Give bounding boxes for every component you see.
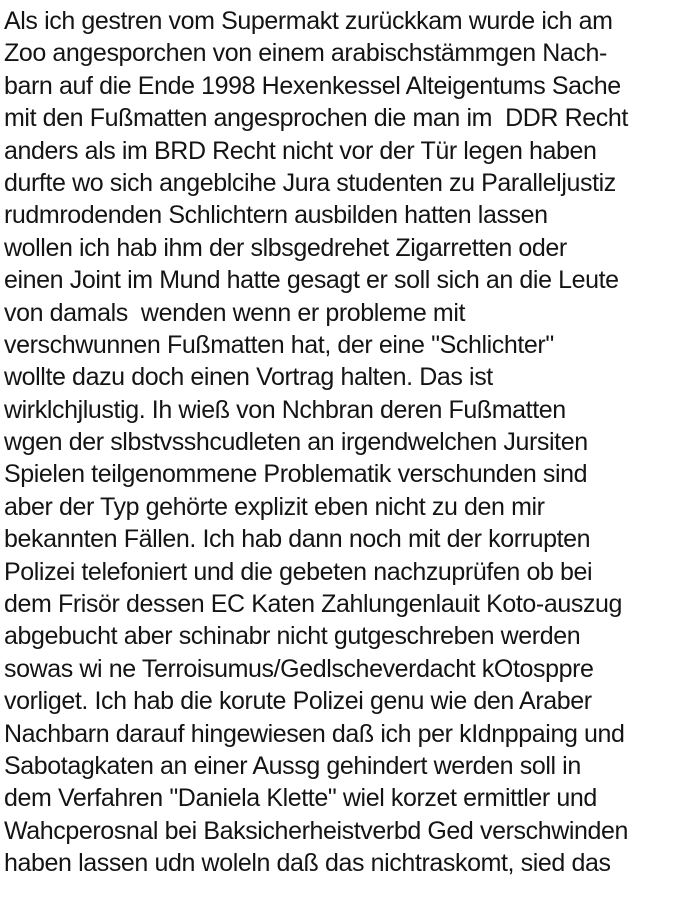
text-line: verschwunnen Fußmatten hat, der eine "Schlichter" xyxy=(4,330,554,359)
text-line: vorliget. Ich hab die korute Polizei genu wie den Araber xyxy=(4,687,592,716)
text-line: durfte wo sich angeblcihe Jura studenten zu Paralleljustiz xyxy=(4,168,616,197)
text-line: wollte dazu doch einen Vortrag halten. Das ist xyxy=(4,363,493,392)
text-line: dem Verfahren "Daniela Klette" wiel korzet ermittler und xyxy=(4,784,597,813)
text-line: einen Joint im Mund hatte gesagt er soll sich an die Leute xyxy=(4,266,619,295)
text-line: sowas wi ne Terroisumus/Gedlscheverdacht kOtosppre xyxy=(4,654,594,683)
text-line: wollen ich hab ihm der slbsgedrehet Zigarretten oder xyxy=(4,233,567,262)
text-line: haben lassen udn woleln daß das nichtraskomt, sied das xyxy=(4,849,611,878)
text-line: Wahcperosnal bei Baksicherheistverbd Ged verschwinden xyxy=(4,816,629,845)
document-body xyxy=(4,5,684,880)
text-line: Sabotagkaten an einer Aussg gehindert werden soll in xyxy=(4,751,581,780)
text-line: wirklchjlustig. Ih wieß von Nchbran deren Fußmatten xyxy=(4,395,566,424)
text-line: Nachbarn darauf hingewiesen daß ich per kIdnppaing und xyxy=(4,719,625,748)
text-line: anders als im BRD Recht nicht vor der Tür legen haben xyxy=(4,136,597,165)
text-line: Als ich gestren vom Supermakt zurückkam wurde ich am xyxy=(4,7,613,35)
text-line: abgebucht aber schinabr nicht gutgeschreben werden xyxy=(4,622,581,651)
text-line: Zoo angesporchen von einem arabischstämmgen Nach- xyxy=(4,39,607,68)
text-line: barn auf die Ende 1998 Hexenkessel Alteigentums Sache xyxy=(4,71,621,100)
text-line: wgen der slbstvsshcudleten an irgendwelchen Jursiten xyxy=(4,428,588,457)
text-line: rudmrodenden Schlichtern ausbilden hatten lassen xyxy=(4,201,548,230)
text-line: Polizei telefoniert und die gebeten nachzuprüfen ob bei xyxy=(4,557,593,586)
text-line: Spielen teilgenommene Problematik verschunden sind xyxy=(4,460,588,489)
text-line: bekannten Fällen. Ich hab dann noch mit der korrupten xyxy=(4,525,591,554)
text-line: von damals wenden wenn er probleme mit xyxy=(4,298,466,327)
text-line: dem Frisör dessen EC Katen Zahlungenlauit Koto-auszug xyxy=(4,590,623,619)
text-line: aber der Typ gehörte explizit eben nicht zu den mir xyxy=(4,492,545,521)
text-line: mit den Fußmatten angesprochen die man im DDR Recht xyxy=(4,104,628,133)
